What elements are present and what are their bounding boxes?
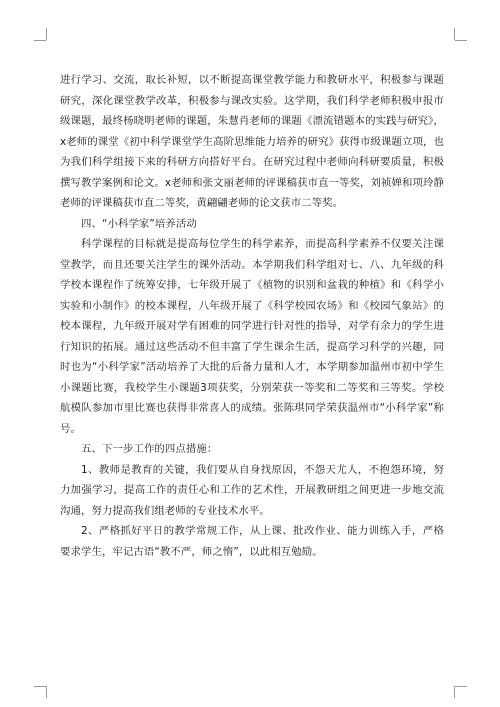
paragraph-measure-2: 2、严格抓好平日的教学常规工作，从上课、批改作业、能力训练入手，严格要求学生，牢记古语“教不严，师之惰”，以此相互勉励。 xyxy=(60,525,444,558)
crop-mark-top-left-vertical xyxy=(46,28,47,40)
crop-mark-top-left-horizontal xyxy=(34,40,46,41)
section-heading-young-scientist: 四、“小科学家”培养活动 xyxy=(81,217,197,230)
crop-mark-bottom-left-horizontal xyxy=(34,686,46,687)
crop-mark-bottom-right-horizontal xyxy=(455,686,467,687)
crop-mark-bottom-right-vertical xyxy=(454,686,455,698)
document-body xyxy=(60,70,444,562)
paragraph-measure-1: 1、教师是教育的关键，我们要从自身找原因，不怨天尤人，不抱怨环境，努力加强学习，提高工作的责任心和工作的艺术性，开展教研组之间更进一步地交流沟通，努力提高我们组老师的专业技术水平。 xyxy=(60,463,444,517)
crop-mark-bottom-left-vertical xyxy=(46,686,47,698)
paragraph-research-continuation: 进行学习、交流，取长补短，以不断提高课堂教学能力和教研水平，积极参与课题研究，深化课堂教学改革，积极参与课改实验。这学期，我们科学老师积极申报市级课题，最终杨晓明老师的课题，朱慧肖老师的课题《漂流错题本的实践与研究》，x老师的课堂《初中科学课堂学生高阶思维能力培养的研究》获得市级课题立项，也为我们科学组接下来的科研方向搭好平台。在研究过程中老师向科研要质量，积极撰写教学案例和论文。x老师和张文丽老师的评课稿获市直一等奖，刘祯婵和项玲静老师的评课稿获市直二等奖，黄翩翩老师的论文获市二等奖。 xyxy=(60,74,444,209)
crop-mark-top-right-vertical xyxy=(454,28,455,40)
section-heading-next-steps: 五、下一步工作的四点措施： xyxy=(81,443,218,455)
crop-mark-top-right-horizontal xyxy=(455,40,467,41)
paragraph-young-scientist-activities: 科学课程的目标就是提高每位学生的科学素养，而提高科学素养不仅要关注课堂教学，而且还要关注学生的课外活动。本学期我们科学组对七、八、九年级的科学校本课程作了统筹安排，七年级开展了《植物的识别和盆栽的种植》和《科学小实验和小制作》的校本课程，八年级开展了《科学校园农场》和《校园气象站》的校本课程，九年级开展对学有困难的同学进行针对性的指导，对学有余力的学生进行知识的拓展。通过这些活动不但丰富了学生课余生活，提高学习科学的兴趣，同时也为“小科学家”活动培养了大批的后备力量和人才，本学期参加温州市初中学生小课题比赛，我校学生小课题3项获奖，分别荣获一等奖和二等奖和三等奖。学校航模队参加市里比赛也获得非常喜人的成绩。张陈琪同学荣获温州市“小科学家”称号。 xyxy=(60,238,444,435)
